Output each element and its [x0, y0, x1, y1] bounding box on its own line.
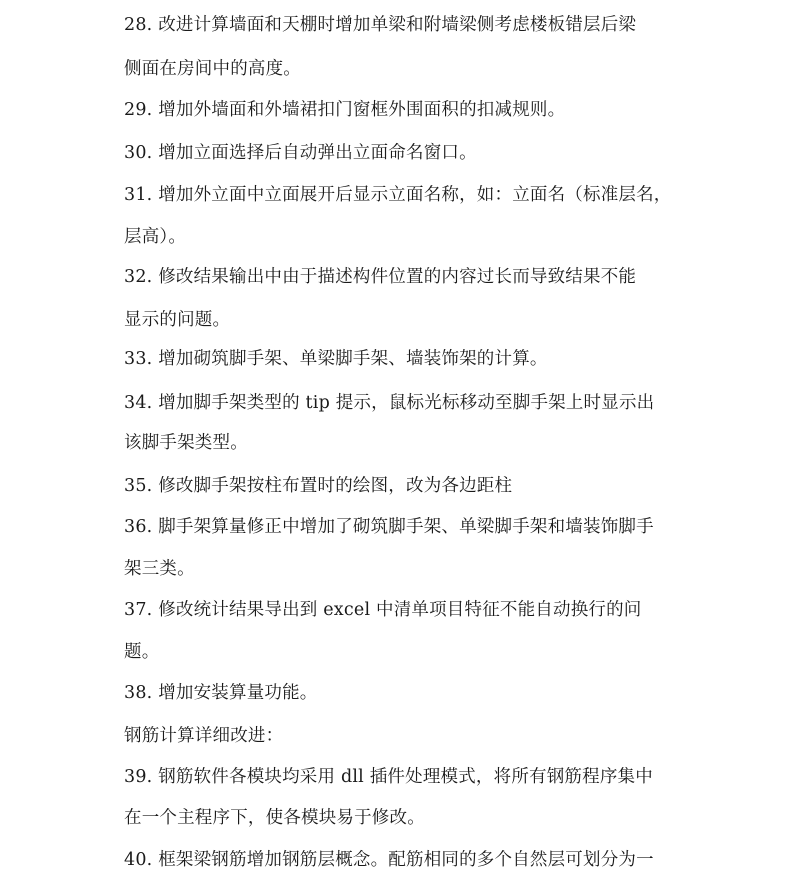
text-line: 30. 增加立面选择后自动弹出立面命名窗口。 — [124, 143, 477, 163]
text-line: 32. 修改结果输出中由于描述构件位置的内容过长而导致结果不能 — [124, 267, 637, 287]
text-line: 钢筋计算详细改进： — [124, 726, 284, 746]
text-line: 39. 钢筋软件各模块均采用 dll 插件处理模式，将所有钢筋程序集中 — [124, 767, 653, 787]
text-line: 38. 增加安装算量功能。 — [124, 683, 318, 703]
text-line: 层高）。 — [124, 227, 187, 247]
text-line: 显示的问题。 — [124, 310, 231, 330]
text-line: 在一个主程序下，使各模块易于修改。 — [124, 808, 425, 828]
text-line: 36. 脚手架算量修正中增加了砌筑脚手架、单梁脚手架和墙装饰脚手 — [124, 517, 654, 537]
text-line: 题。 — [124, 642, 160, 662]
text-line: 28. 改进计算墙面和天棚时增加单梁和附墙梁侧考虑楼板错层后梁 — [124, 15, 637, 35]
text-line: 29. 增加外墙面和外墙裙扣门窗框外围面积的扣减规则。 — [124, 100, 566, 120]
text-line: 该脚手架类型。 — [124, 433, 248, 453]
text-line: 37. 修改统计结果导出到 excel 中清单项目特征不能自动换行的问 — [124, 600, 642, 620]
text-line: 40. 框架梁钢筋增加钢筋层概念。配筋相同的多个自然层可划分为一 — [124, 850, 654, 870]
text-line: 35. 修改脚手架按柱布置时的绘图，改为各边距柱 — [124, 476, 513, 496]
text-line: 34. 增加脚手架类型的 tip 提示，鼠标光标移动至脚手架上时显示出 — [124, 393, 655, 413]
text-line: 33. 增加砌筑脚手架、单梁脚手架、墙装饰架的计算。 — [124, 349, 548, 369]
text-line: 架三类。 — [124, 559, 195, 579]
text-line: 31. 增加外立面中立面展开后显示立面名称，如：立面名（标准层名， — [124, 185, 672, 205]
text-line: 侧面在房间中的高度。 — [124, 59, 301, 79]
